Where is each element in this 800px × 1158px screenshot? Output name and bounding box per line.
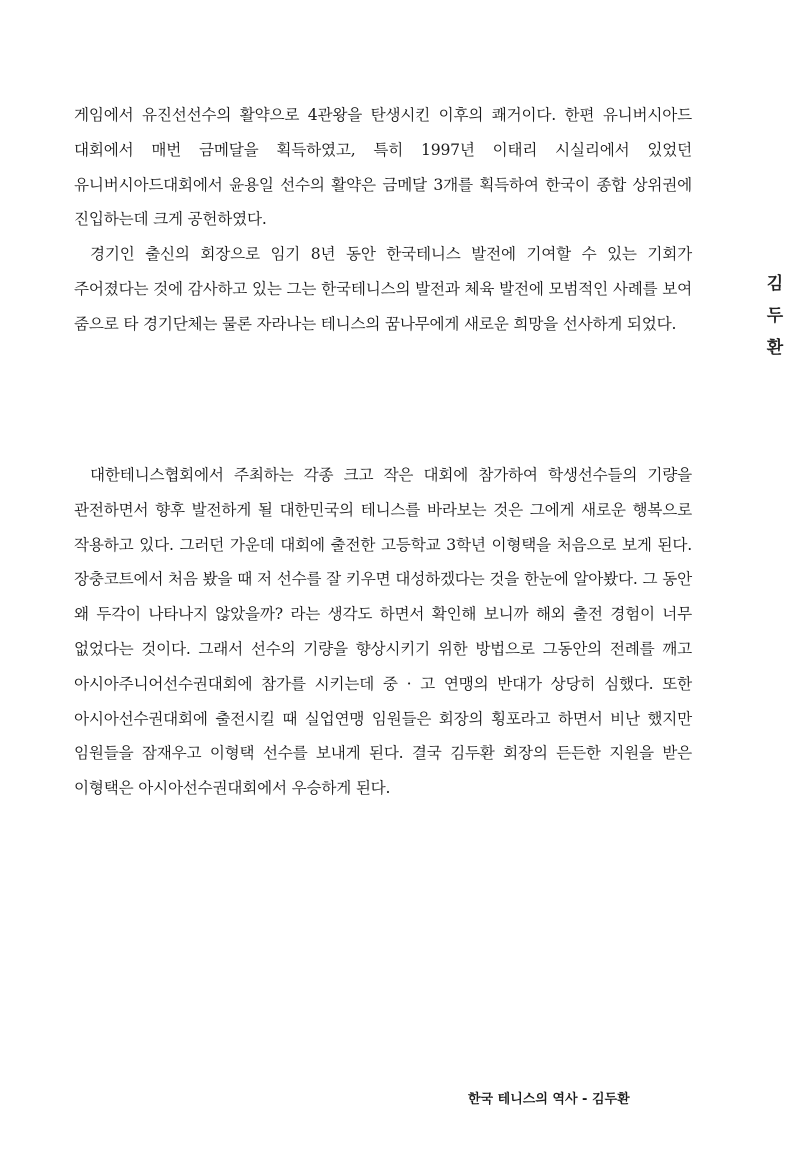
text-block-lower [74,458,692,806]
side-tab-char-1: 김 [766,274,784,294]
page-footer: 한국 테니스의 역사 - 김두환 [468,1092,630,1107]
paragraph-chairman-term: 경기인 출신의 회장으로 임기 8년 동안 한국테니스 발전에 기여할 수 있는 기회가 주어졌다는 것에 감사하고 있는 그는 한국테니스의 발전과 체육 발전에 모범적인 사례를 보여 줌으로 타 경기단체는 물론 자라나는 테니스의 꿈나무에게 새로운 희망을 선사하게 되었다. [74,245,692,333]
paragraph-lee-hyung-taik: 대한테니스협회에서 주최하는 각종 크고 작은 대회에 참가하여 학생선수들의 기량을 관전하면서 향후 발전하게 될 대한민국의 테니스를 바라보는 것은 그에게 새로운 행복으로 작용하고 있다. 그러던 가운데 대회에 출전한 고등학교 3학년 이형택을 처음으로 보게 된다. 장충코트에서 처음 봤을 때 저 선수를 잘 키우면 대성하겠다는 것을 한눈에 알아봤다. 그 동안 왜 두각이 나타나지 않았을까? 라는 생각도 하면서 확인해 보니까 해외 출전 경험이 너무 없었다는 것이다. 그래서 선수의 기량을 향상시키기 위한 방법으로 그동안의 전례를 깨고 아시아주니어선수권대회에 참가를 시키는데 중 · 고 연맹의 반대가 상당히 심했다. 또한 아시아선수권대회에 출전시킬 때 실업연맹 임원들은 회장의 횡포라고 하면서 비난 했지만 임원들을 잠재우고 이형택 선수를 보내게 된다. 결국 김두환 회장의 든든한 지원을 받은 이형택은 아시아선수권대회에서 우승하게 된다. [74,466,692,798]
paragraph-continuation: 게임에서 유진선선수의 활약으로 4관왕을 탄생시킨 이후의 쾌거이다. 한편 유니버시아드 대회에서 매번 금메달을 획득하였고, 특히 1997년 이태리 시실리에서 있었던 유니버시아드대회에서 윤용일 선수의 활약은 금메달 3개를 획득하여 한국이 종합 상위권에 진입하는데 크게 공헌하였다. [74,106,692,229]
side-tab-name [758,268,792,364]
side-tab-char-3: 환 [766,338,784,358]
text-block-upper [74,98,692,342]
side-tab-char-2: 두 [766,306,784,326]
